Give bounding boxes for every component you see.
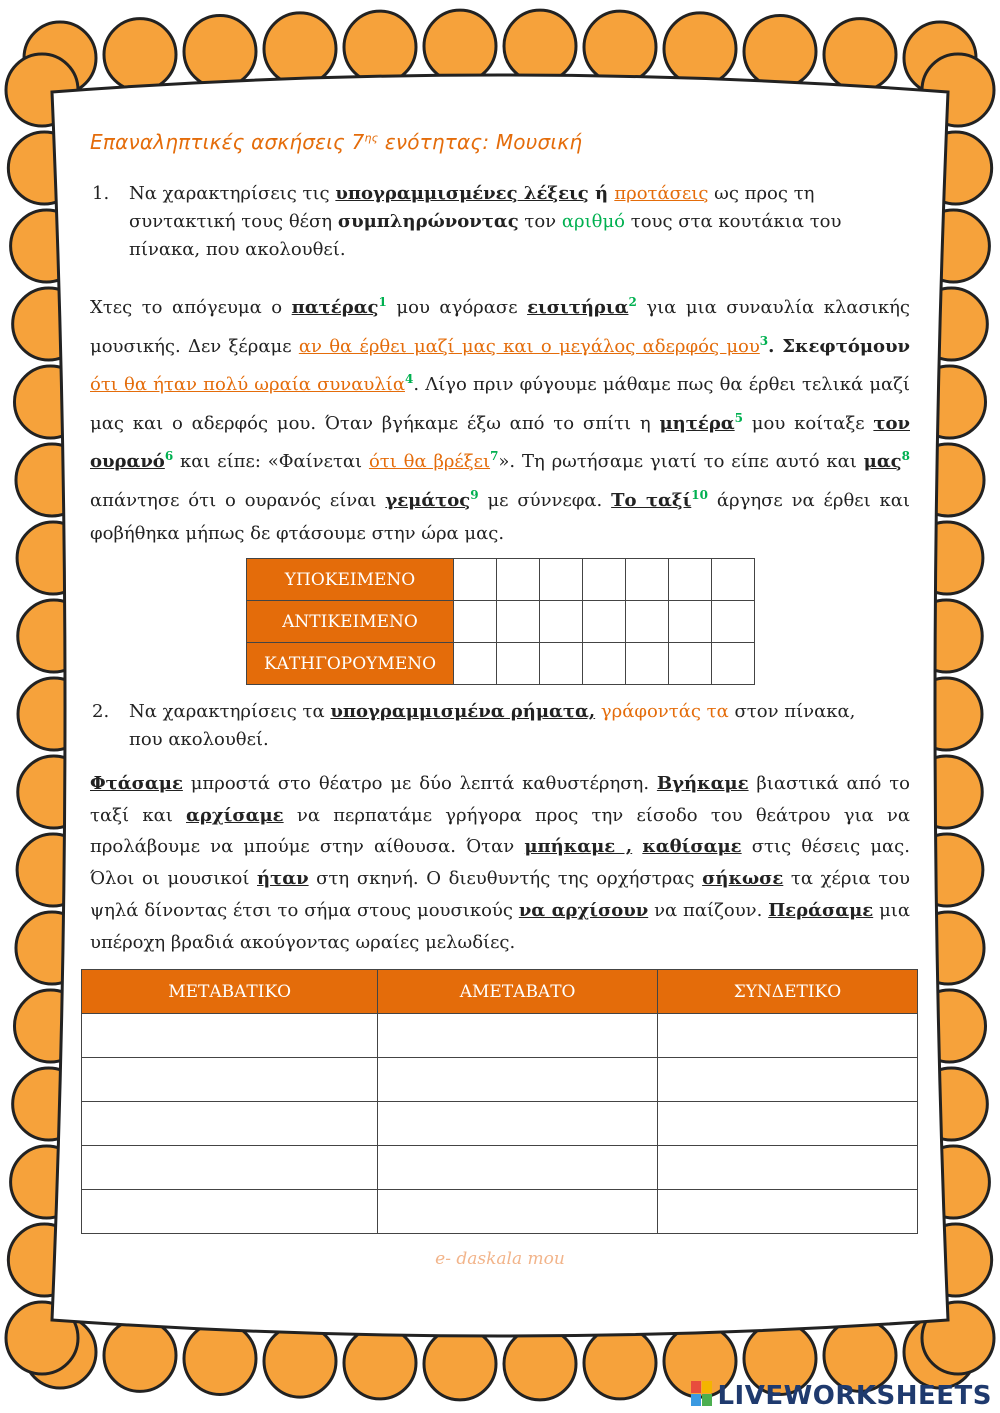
table-header-row	[82, 970, 918, 1014]
frame-scallop	[744, 16, 816, 88]
answer-box[interactable]	[626, 559, 669, 601]
frame-scallop	[584, 11, 656, 83]
header-linking: ΣΥΝΔΕΤΙΚΟ	[657, 970, 917, 1014]
answer-cell[interactable]	[82, 1014, 378, 1058]
answer-cell[interactable]	[657, 1014, 917, 1058]
row-label-predicate: ΚΑΤΗΓΟΡΟΥΜΕΝΟ	[247, 643, 454, 685]
answer-box[interactable]	[540, 643, 583, 685]
table-row	[82, 1146, 918, 1190]
answer-box[interactable]	[669, 601, 712, 643]
answer-box[interactable]	[712, 559, 755, 601]
frame-scallop	[184, 16, 256, 88]
answer-box[interactable]	[583, 643, 626, 685]
answer-box[interactable]	[583, 559, 626, 601]
table-row	[247, 559, 755, 601]
table-row	[82, 1058, 918, 1102]
answer-box[interactable]	[669, 643, 712, 685]
answer-cell[interactable]	[657, 1190, 917, 1234]
answer-cell[interactable]	[378, 1058, 658, 1102]
answer-box[interactable]	[497, 601, 540, 643]
frame-scallop	[344, 1327, 416, 1399]
frame-scallop	[344, 11, 416, 83]
answer-cell[interactable]	[82, 1058, 378, 1102]
answer-box[interactable]	[712, 601, 755, 643]
answer-cell[interactable]	[378, 1146, 658, 1190]
header-transitive: ΜΕΤΑΒΑΤΙΚΟ	[82, 970, 378, 1014]
answer-box[interactable]	[626, 643, 669, 685]
table-row	[82, 1014, 918, 1058]
author-credit: e- daskala mou	[435, 1249, 565, 1269]
answer-cell[interactable]	[82, 1190, 378, 1234]
answer-cell[interactable]	[378, 1190, 658, 1234]
answer-box[interactable]	[712, 643, 755, 685]
table-row	[247, 643, 755, 685]
table-row	[82, 1190, 918, 1234]
frame-scallop	[264, 13, 336, 85]
answer-cell[interactable]	[657, 1146, 917, 1190]
answer-box[interactable]	[583, 601, 626, 643]
exercise-1-passage: Χτες το απόγευμα ο πατέρας$^1$ μου αγόρασε εισιτήρια$^2$ για μια συναυλία κλασικής μουσικής. Δεν ξέραμε αν θα έρθει μαζί μας και ο μεγάλος αδερφός μου$^3$. Σκεφτόμουν ότι θα ήταν πολύ ωραία συναυλία$^4$. Λίγο πριν φύγουμε μάθαμε πως θα έρθει τελικά μαζί μας και ο αδερφός μου. Όταν βγήκαμε έξω από το σπίτι η μητέρα$^5$ μου κοίταξε τον ουρανό$^6$ και είπε: «Φαίνεται ότι θα βρέξει$^7$». Τη ρωτήσαμε γιατί το είπε αυτό και μας$^8$ απάντησε ότι ο ουρανός είναι γεμάτος$^9$ με σύννεφα. Το ταξί$^{10}$ άργησε να έρθει και φοβήθηκα μήπως δε φτάσουμε στην ώρα μας.	[90, 295, 911, 544]
answer-cell[interactable]	[82, 1102, 378, 1146]
row-label-subject: ΥΠΟΚΕΙΜΕΝΟ	[247, 559, 454, 601]
row-label-object: ΑΝΤΙΚΕΙΜΕΝΟ	[247, 601, 454, 643]
answer-box[interactable]	[454, 559, 497, 601]
frame-scallop	[504, 10, 576, 82]
worksheet-title: Επαναληπτικές ασκήσεις $7^{\eta\varsigma}$ ενότητας: Μουσική	[90, 130, 583, 154]
answer-box[interactable]	[669, 559, 712, 601]
frame-scallop	[104, 1319, 176, 1391]
frame-scallop	[824, 19, 896, 91]
verb-classification-table	[81, 969, 918, 1234]
liveworksheets-icon	[691, 1381, 713, 1407]
frame-scallop	[424, 1328, 496, 1400]
syntax-answer-table	[246, 558, 755, 685]
frame-scallop	[264, 1325, 336, 1397]
answer-cell[interactable]	[82, 1146, 378, 1190]
answer-cell[interactable]	[378, 1014, 658, 1058]
exercise-2-passage: Φτάσαμε μπροστά στο θέατρο με δύο λεπτά καθυστέρηση. Βγήκαμε βιαστικά από το ταξί και αρχίσαμε να περπατάμε γρήγορα προς την είσοδο του θεάτρου για να προλάβουμε να μπούμε στην αίθουσα. Όταν μπήκαμε , καθίσαμε στις θέσεις μας. Όλοι οι μουσικοί ήταν στη σκηνή. Ο διευθυντής της ορχήστρας σήκωσε τα χέρια του ψηλά δίνοντας έτσι το σήμα στους μουσικούς να αρχίσουν να παίζουν. Περάσαμε μια υπέροχη βραδιά ακούγοντας ωραίες μελωδίες.	[90, 773, 910, 953]
answer-cell[interactable]	[657, 1058, 917, 1102]
table-row	[82, 1102, 918, 1146]
answer-box[interactable]	[497, 643, 540, 685]
answer-box[interactable]	[454, 601, 497, 643]
answer-box[interactable]	[454, 643, 497, 685]
answer-box[interactable]	[540, 601, 583, 643]
frame-scallop	[664, 13, 736, 85]
exercise-2-number: 2.	[92, 701, 110, 722]
answer-box[interactable]	[540, 559, 583, 601]
header-intransitive: ΑΜΕΤΑΒΑΤΟ	[378, 970, 658, 1014]
frame-scallop	[104, 19, 176, 91]
answer-box[interactable]	[626, 601, 669, 643]
answer-cell[interactable]	[378, 1102, 658, 1146]
exercise-1-number: 1.	[92, 183, 110, 204]
frame-scallop	[424, 10, 496, 82]
liveworksheets-logo: LIVEWORKSHEETS	[691, 1381, 992, 1411]
answer-box[interactable]	[497, 559, 540, 601]
frame-scallop	[504, 1328, 576, 1400]
frame-scallop	[184, 1322, 256, 1394]
table-row	[247, 601, 755, 643]
frame-scallop	[584, 1327, 656, 1399]
answer-cell[interactable]	[657, 1102, 917, 1146]
